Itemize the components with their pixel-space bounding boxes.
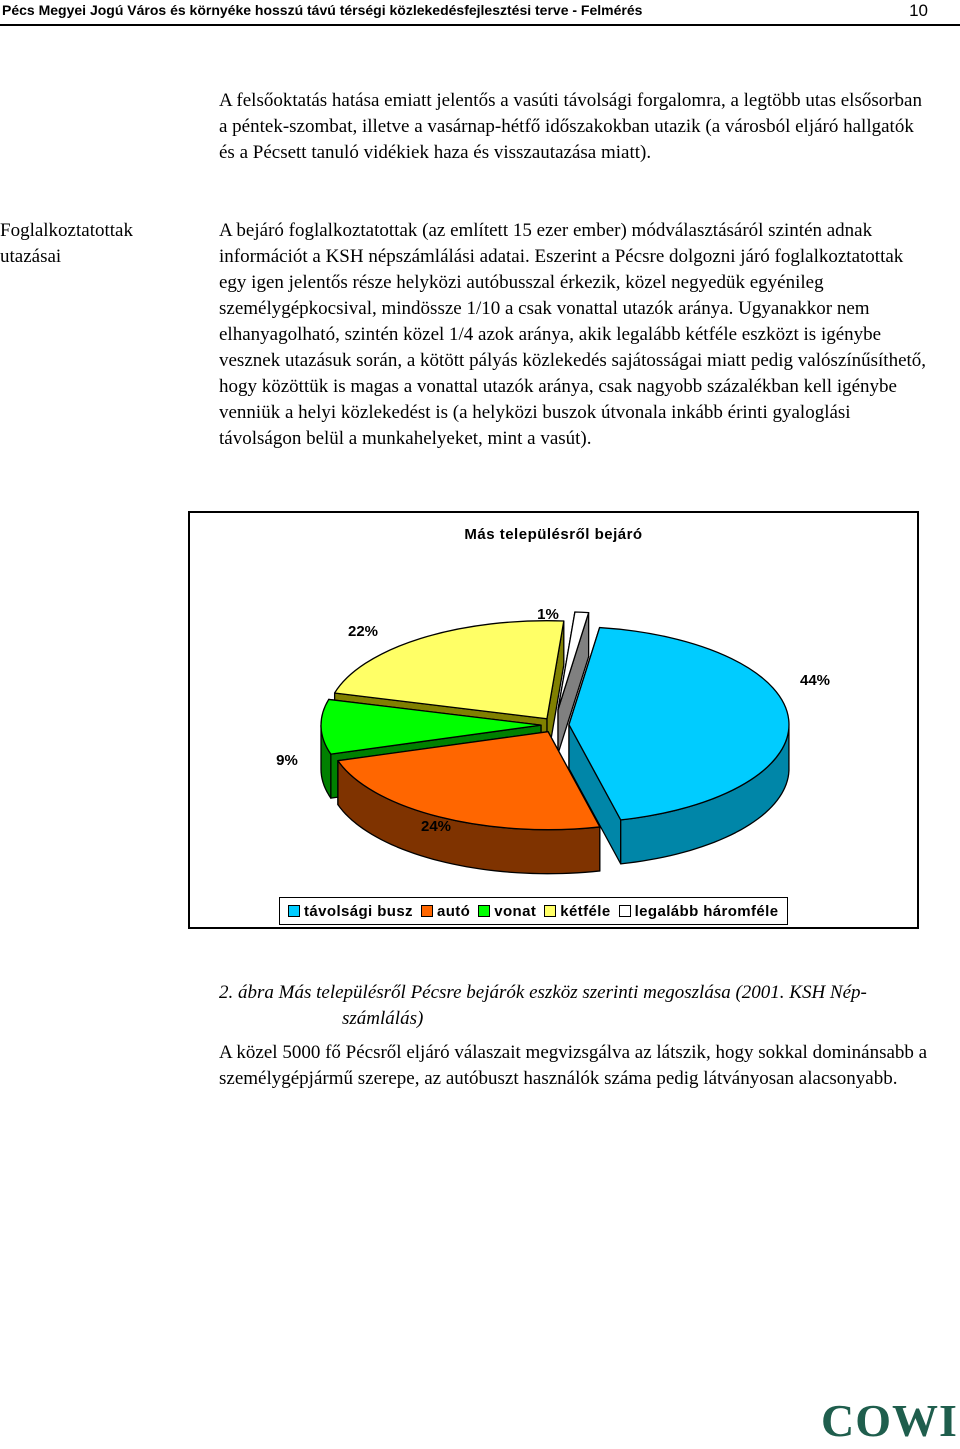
legend-item-legalább-háromféle <box>619 903 779 920</box>
legend-label: vonat <box>494 902 537 920</box>
figure-caption <box>219 980 919 1032</box>
data-label-kétféle: 22% <box>347 623 379 640</box>
pie-chart-frame <box>188 511 919 929</box>
legend-item-vonat <box>478 903 536 920</box>
chart-title: Más településről bejáró <box>464 526 643 543</box>
data-label-legalább-háromféle: 1% <box>537 606 559 623</box>
paragraph-outgoing-commuters: A közel 5000 fő Pécsről eljáró válaszait megvizsgálva az látszik, hogy sokkal dominánsabb a személygépjármű szerepe, az autóbuszt használók száma pedig látványosan alacsonyabb. <box>219 1042 928 1089</box>
legend-swatch <box>288 905 300 917</box>
legend-swatch <box>421 905 433 917</box>
data-label-autó: 24% <box>420 818 452 835</box>
caption-line-2: számlálás) <box>342 1008 424 1029</box>
document-title: Pécs Megyei Jogú Város és környéke hosszú távú térségi közlekedésfejlesztési terve - Felmérés <box>2 2 643 18</box>
chart-legend <box>279 897 788 925</box>
page-number: 10 <box>909 1 928 20</box>
data-label-vonat: 9% <box>276 752 298 769</box>
legend-item-autó <box>421 903 470 920</box>
legend-item-kétféle <box>544 903 610 920</box>
margin-note-employee-travel: Foglalkoztatottak utazásai <box>0 220 133 267</box>
legend-label: távolsági busz <box>304 902 413 920</box>
page-header <box>0 0 960 26</box>
cowi-logo: COWI <box>821 1395 958 1446</box>
pie-chart <box>190 513 917 927</box>
legend-item-távolsági-busz <box>288 903 413 920</box>
legend-label: legalább háromféle <box>634 902 779 920</box>
paragraph-higher-education: A felsőoktatás hatása emiatt jelentős a vasúti távolsági forgalomra, a legtöbb utas elsősorban a péntek-szombat, illetve a vasárnap-hétfő időszakokban utazik (a városból eljáró hallgatók és a Pécsett tanuló vidékiek haza és visszautazása miatt). <box>219 90 922 163</box>
legend-label: kétféle <box>560 902 611 920</box>
caption-line-1: 2. ábra Más településről Pécsre bejárók eszköz szerinti megoszlása (2001. KSH Nép- <box>219 982 867 1003</box>
data-label-távolsági-busz: 44% <box>799 672 831 689</box>
legend-label: autó <box>436 902 471 920</box>
legend-swatch <box>544 905 556 917</box>
pie-slice-távolsági-busz <box>569 628 789 864</box>
legend-swatch <box>619 905 631 917</box>
paragraph-commuters: A bejáró foglalkoztatottak (az említett 15 ezer ember) módválasztásáról szintén adnak információt a KSH népszámlálási adatai. Eszerint a Pécsre dolgozni járó foglalkoztatottak egy igen jelentős része helyközi autóbusszal érkezik, közel negyedük egyénileg személygépkocsival, mindössze 1/10 a csak vonattal utazók aránya. Ugyanakkor nem elhanyagolható, szintén közel 1/4 azok aránya, akik legalább kétféle eszközt is igénybe vesznek utazásuk során, a kötött pályás közlekedés sajátosságai miatt pedig valószínűsíthető, hogy közöttük is magas a vonattal utazók aránya, csak nagyobb százalékban kell igénybe venniük a helyi közlekedést is (a helyközi buszok útvonala inkább érinti gyaloglási távolságon belül a munkahelyeket, mint a vasút). <box>219 220 927 449</box>
legend-swatch <box>478 905 490 917</box>
